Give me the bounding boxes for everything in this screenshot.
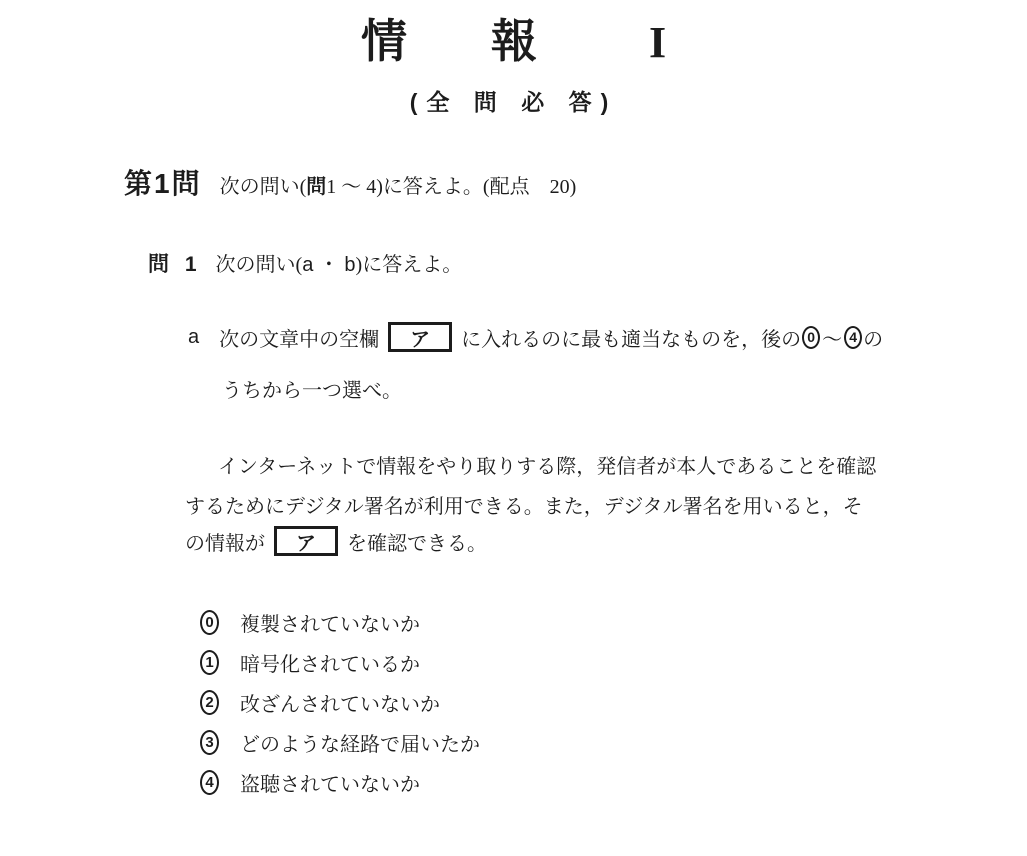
option-text-4: 盗聴されていないか (240, 774, 420, 796)
part-a-instruction-line2: うちから一つ選べ。 (222, 380, 402, 402)
circled-number-0-icon: 0 (802, 326, 820, 349)
option-text-0: 複製されていないか (240, 614, 420, 636)
option-text-2: 改ざんされていないか (240, 694, 440, 716)
title-roman-numeral: I (648, 18, 667, 67)
section1-label: 第1問 (124, 168, 202, 199)
option-row-2 (200, 688, 440, 717)
option-row-0 (200, 608, 420, 637)
question1-label: 問 1 (148, 253, 202, 276)
option-row-3 (200, 728, 480, 757)
section1-description (220, 170, 577, 199)
title-kanji-2: 報 (490, 15, 537, 67)
question1-desc-ab: a ・ b (302, 254, 356, 276)
passage-line1: インターネットで情報をやり取りする際，発信者が本人であることを確認 (218, 456, 877, 478)
passage-line2: するためにデジタル署名が利用できる。また，デジタル署名を用いると，そ (185, 496, 863, 518)
title-kanji-1: 情 (360, 15, 407, 67)
part-a-label: a (188, 325, 200, 348)
circled-number-0-icon: 0 (200, 610, 219, 635)
subtitle-row (0, 84, 1027, 117)
subtitle: (全 問 必 答) (409, 89, 618, 115)
option-text-1: 暗号化されているか (240, 654, 420, 676)
part-a-text-pre: 次の文章中の空欄 (219, 328, 380, 351)
circled-number-4-icon: 4 (200, 770, 219, 795)
question1-desc-post: )に答えよ。 (355, 254, 463, 276)
section1-heading (124, 162, 576, 202)
section1-desc-pre: 次の問い( (219, 176, 307, 198)
circled-number-1-icon: 1 (200, 650, 219, 675)
section1-desc-bold: 問 (306, 176, 327, 198)
question1-desc-pre: 次の問い( (215, 254, 303, 276)
passage-line3-post: を確認できる。 (347, 532, 487, 555)
option-text-3: どのような経路で届いたか (240, 734, 480, 756)
circled-number-3-icon: 3 (200, 730, 219, 755)
circled-number-4-icon: 4 (844, 326, 862, 349)
option-row-1 (200, 648, 420, 677)
circled-number-2-icon: 2 (200, 690, 219, 715)
passage-line3-pre: の情報が (185, 532, 265, 555)
part-a-text-mid: に入れるのに最も適当なものを，後の (461, 328, 802, 351)
page-title (0, 16, 1027, 67)
section1-desc-post: 1 ～ 4)に答えよ。(配点 20) (326, 176, 577, 198)
question1-heading (148, 248, 462, 278)
part-a-text-end: の (863, 328, 884, 351)
passage-line3 (185, 526, 487, 556)
question1-description (216, 248, 463, 277)
option-row-4 (200, 768, 420, 797)
answer-blank-box-passage: ア (274, 526, 338, 556)
answer-blank-box-a: ア (388, 322, 452, 352)
range-tilde: ～ (822, 328, 843, 351)
part-a-instruction-line1 (188, 322, 883, 352)
